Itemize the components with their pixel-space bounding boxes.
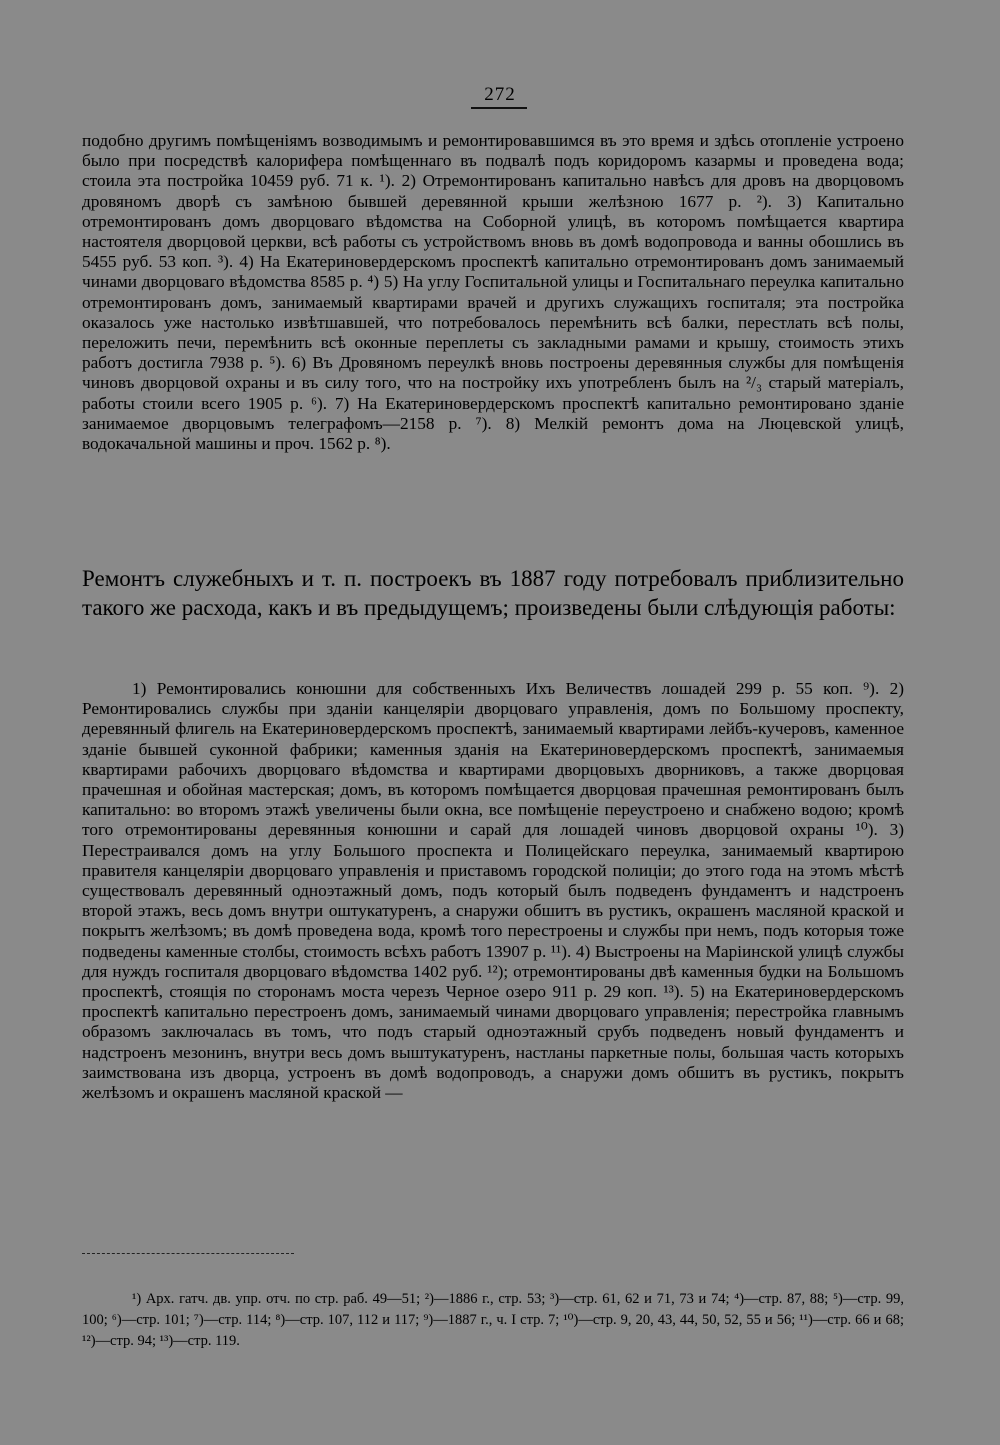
paragraph-text: Ремонтъ служебныхъ и т. п. построекъ въ 1887 году потребовалъ приблизительно такого же расхода, какъ и въ предыдущемъ; произведены были слѣдующія работы: bbox=[82, 566, 904, 620]
paragraph-text: подобно другимъ помѣщеніямъ возводимымъ и ремонтировавшимся въ это время и здѣсь отопленіе устроено было при посредствѣ калорифера помѣщеннаго въ подвалѣ подъ коридоромъ казармы и проведена вода; стоила эта постройка 10459 руб. 71 к. ¹). 2) Отремонтированъ капитально навѣсъ для дровъ на дворцовомъ дровяномъ дворѣ съ замѣною бывшей деревянной крыши желѣзною 1677 р. ²). 3) Капитально отремонтированъ домъ дворцоваго вѣдомства на Соборной улицѣ, въ которомъ помѣщается квартира настоятеля дворцовой церкви, всѣ работы съ устройствомъ вновь въ домѣ водопровода и ванны обошлись въ 5455 руб. 53 коп. ³). 4) На Екатериновердерскомъ проспектѣ капитально отремонтированъ домъ занимаемый чинами дворцоваго вѣдомства 8585 р. ⁴) 5) На углу Госпитальной улицы и Госпитальнаго переулка капитально отремонтированъ домъ, занимаемый квартирами врачей и другихъ служащихъ госпиталя; эта постройка оказалось уже настолько извѣтшавшей, что потребовалось перемѣнить всѣ балки, перестлать всѣ полы, переложить печи, перемѣнить всѣ оконные переплеты съ закладными рамами и крышу, стоимость этихъ работъ достигла 7938 р. ⁵). 6) Въ Дровяномъ переулкѣ вновь построены деревянныя службы для помѣщенія чиновъ дворцовой охраны и въ силу того, что на постройку ихъ употребленъ былъ на ²/₃ старый матеріалъ, работы стоили всего 1905 р. ⁶). 7) На Екатериновердерскомъ проспектѣ капитально ремонтировано зданіе занимаемое дворцовымъ телеграфомъ—2158 р. ⁷). 8) Мелкій ремонтъ дома на Люцевской улицѣ, водокачальной машины и проч. 1562 р. ⁸). bbox=[82, 131, 904, 454]
footnote-separator bbox=[82, 1253, 294, 1255]
footnotes bbox=[82, 1289, 904, 1352]
body-paragraph-3 bbox=[82, 679, 904, 1103]
paragraph-text: 1) Ремонтировались конюшни для собственныхъ Ихъ Величествъ лошадей 299 р. 55 коп. ⁹). 2) Ремонтировались службы при зданіи канцеляріи дворцоваго управленія, домъ по Большому проспекту, деревянный флигель на Екатериновердерскомъ проспектѣ, занимаемый квартирами лейбъ-кучеровъ, каменное зданіе бывшей суконной фабрики; каменныя зданія на Екатериновердерскомъ проспектѣ, занимаемыя квартирами рабочихъ дворцоваго вѣдомства и квартирами дворцовыхъ дворниковъ, а также дворцовая прачешная и обойная мастерская; домъ, въ которомъ помѣщается дворцовая прачешная ремонтированъ былъ капитально: во второмъ этажѣ увеличены были окна, все помѣщеніе переустроено и снабжено водою; кромѣ того отремонтированы деревянныя конюшни и сарай для лошадей чиновъ дворцовой охраны ¹⁰). 3) Перестраивался домъ на углу Большого проспекта и Полицейскаго переулка, занимаемый квартирою правителя канцеляріи дворцоваго управленія и приставомъ городской полиціи; до этого года на этомъ мѣстѣ существовалъ деревянный одноэтажный домъ, подъ который былъ подведенъ фундаментъ и надстроенъ второй этажъ, весь домъ внутри оштукатуренъ, а снаружи обшитъ въ рустикъ, окрашенъ масляной краской и покрытъ желѣзомъ; въ домѣ проведена вода, кромѣ того перестроены и службы при немъ, подъ которыя тоже подведены каменные столбы, стоимость всѣхъ работъ 13907 р. ¹¹). 4) Выстроены на Маріинской улицѣ службы для нуждъ госпиталя дворцоваго вѣдомства 1402 руб. ¹²); отремонтированы двѣ каменныя будки на Большомъ проспектѣ, стоящія по сторонамъ моста черезъ Черное озеро 911 р. 29 коп. ¹³). 5) на Екатериновердерскомъ проспектѣ капитально перестроенъ домъ, занимаемый чинами дворцоваго управленія; перестройка главнымъ образомъ заключалась въ томъ, что подъ старый одноэтажный срубъ подведенъ новый фундаментъ и надстроенъ мезонинъ, внутри весь домъ выштукатуренъ, настланы паркетные полы, большая часть которыхъ заимствована изъ дворца, устроенъ въ домѣ водопроводъ, а снаружи домъ обшитъ въ рустикъ, покрытъ желѣзомъ и окрашенъ масляной краской — bbox=[82, 679, 904, 1103]
page-number: 272 bbox=[484, 84, 516, 105]
footnotes-text: ¹) Арх. гатч. дв. упр. отч. по стр. раб. 49—51; ²)—1886 г., стр. 53; ³)—стр. 61, 62 и 71, 73 и 74; ⁴)—стр. 87, 88; ⁵)—стр. 99, 100; ⁶)—стр. 101; ⁷)—стр. 114; ⁸)—стр. 107, 112 и 117; ⁹)—1887 г., ч. I стр. 7; ¹⁰)—стр. 9, 20, 43, 44, 50, 52, 55 и 56; ¹¹)—стр. 66 и 68; ¹²)—стр. 94; ¹³)—стр. 119. bbox=[82, 1291, 904, 1349]
body-paragraph-2 bbox=[82, 564, 904, 622]
body-paragraph-1 bbox=[82, 131, 904, 454]
page-number-underline bbox=[471, 107, 527, 109]
